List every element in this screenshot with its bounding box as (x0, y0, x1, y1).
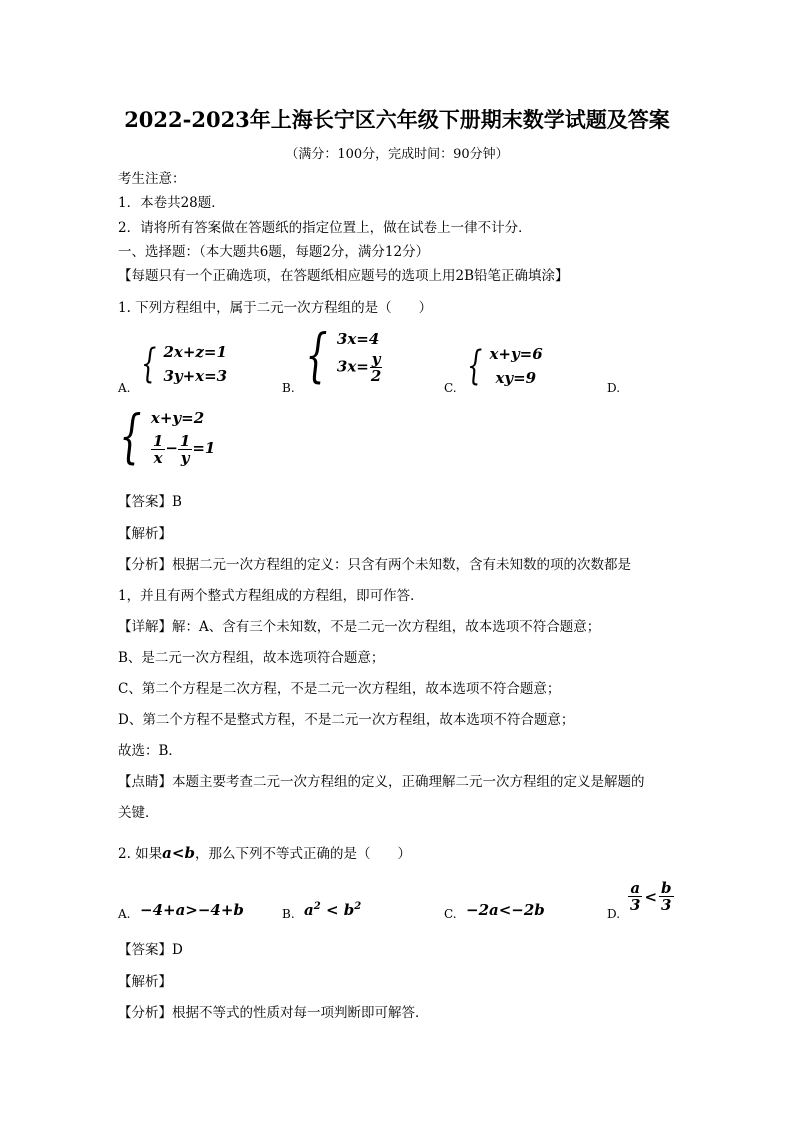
q1-d-equation-1: x+y=2 (150, 409, 205, 427)
q2-stem-suffix: ，那么下列不等式正确的是（ ） (194, 846, 411, 862)
q1-b-equation-2 (337, 351, 383, 384)
q1-option-d-label: D. (607, 381, 621, 395)
q1-d-fraction-2-num: 1 (179, 431, 191, 450)
q1-xiangjie-line-1: 【详解】解：A、含有三个未知数，不是二元一次方程组，故本选项不符合题意； (118, 619, 601, 635)
section-heading: 一、选择题：（本大题共6题，每题2分，满分12分） (118, 244, 430, 260)
q2-analysis-heading: 【解析】 (118, 974, 172, 990)
brace-icon: { (141, 341, 157, 387)
q1-d-equals: =1 (192, 439, 216, 457)
q2-b-exp-2: 2 (354, 901, 362, 912)
q1-d-minus: − (165, 439, 178, 457)
q1-option-c-system (462, 342, 543, 390)
q1-option-a-system (136, 340, 227, 388)
q1-b-fraction-num: y (371, 349, 381, 368)
q2-d-fraction-2 (659, 880, 674, 913)
q1-d-fraction-2-den: y (180, 448, 190, 467)
q2-b-base-1: a (304, 901, 314, 919)
q1-xiangjie-line-2: B、是二元一次方程组，故本选项符合题意； (118, 650, 385, 666)
brace-icon: { (119, 402, 142, 470)
q2-option-d (628, 880, 674, 913)
brace-icon: { (467, 343, 483, 389)
question-1-stem: 1. 下列方程组中，属于二元一次方程组的是（ ） (118, 300, 433, 316)
q2-option-a-label: A. (118, 907, 131, 921)
notice-item-1: 1．本卷共28题． (118, 195, 225, 211)
q1-a-equation-2: 3y+x=3 (163, 367, 228, 385)
q2-d-fraction-1-den: 3 (630, 896, 641, 914)
q2-answer: 【答案】D (118, 942, 183, 958)
q1-option-c-label: C. (444, 381, 457, 395)
section-rule: 【每题只有一个正确选项，在答题纸相应题号的选项上用2B铅笔正确填涂】 (118, 268, 569, 284)
q1-option-b-system (298, 321, 383, 389)
q1-fenxi-line-2: 1，并且有两个整式方程组成的方程组，即可作答． (118, 588, 424, 604)
q1-c-equation-2: xy=9 (495, 369, 537, 387)
notice-item-2: 2．请将所有答案做在答题纸的指定位置上，做在试卷上一律不计分． (118, 220, 532, 236)
q2-b-exp-1: 2 (313, 901, 321, 912)
q1-analysis-heading: 【解析】 (118, 526, 172, 542)
page-subtitle: （满分：100分，完成时间：90分钟） (285, 147, 509, 162)
q1-xiangjie-line-4: D、第二个方程不是整式方程，不是二元一次方程组，故本选项不符合题意； (118, 712, 575, 728)
q1-b-fraction-den: 2 (370, 366, 382, 385)
q1-option-b-label: B. (282, 381, 295, 395)
q2-stem-prefix: 2. 如果 (118, 846, 163, 862)
q1-b-equation-1: 3x=4 (336, 329, 380, 348)
notice-heading: 考生注意： (118, 171, 186, 187)
brace-icon: { (305, 321, 328, 389)
q1-xiangjie-line-3: C、第二个方程是二次方程，不是二元一次方程组，故本选项不符合题意； (118, 681, 561, 697)
q1-dianjing-line-2: 关键． (118, 805, 159, 821)
q2-option-d-label: D. (607, 907, 621, 921)
q2-option-b (304, 901, 361, 919)
q1-choose: 故选：B． (118, 743, 182, 759)
q1-b-equation-2-left: 3x= (336, 357, 369, 375)
q2-option-c-label: C. (444, 907, 457, 921)
q2-option-b-label: B. (282, 907, 295, 921)
q2-b-lt: < (325, 901, 339, 919)
q1-option-a-label: A. (118, 381, 131, 395)
q1-c-equation-1: x+y=6 (489, 345, 543, 363)
q1-a-equation-1: 2x+z=1 (163, 343, 227, 361)
q1-d-fraction-1 (151, 433, 165, 466)
q1-d-equation-2 (151, 430, 215, 466)
q2-d-fraction-2-den: 3 (661, 896, 672, 914)
q1-b-fraction (369, 351, 383, 384)
q2-d-fraction-1 (628, 880, 642, 913)
page-title: 2022-2023年上海长宁区六年级下册期末数学试题及答案 (124, 107, 670, 132)
q1-dianjing-line-1: 【点睛】本题主要考查二元一次方程组的定义，正确理解二元一次方程组的定义是解题的 (118, 774, 645, 790)
q2-b-base-2: b (343, 901, 355, 919)
q2-stem-math: a<b (162, 844, 195, 862)
q2-d-fraction-2-num: b (661, 879, 672, 897)
q1-fenxi-line-1: 【分析】根据二元一次方程组的定义：只含有两个未知数，含有未知数的项的次数都是 (118, 557, 631, 573)
q2-d-lt: < (644, 887, 658, 906)
question-2-stem (118, 842, 411, 862)
q1-d-fraction-1-num: 1 (152, 431, 164, 450)
q1-answer: 【答案】B (118, 494, 182, 510)
q2-option-c: −2a<−2b (466, 901, 545, 919)
q1-d-fraction-1-den: x (153, 448, 163, 467)
q1-option-d-system (112, 402, 216, 470)
q2-option-a: −4+a>−4+b (140, 901, 244, 919)
q2-d-fraction-1-num: a (630, 879, 641, 897)
q1-d-fraction-2 (178, 433, 192, 466)
q2-fenxi: 【分析】根据不等式的性质对每一项判断即可解答． (118, 1005, 429, 1021)
